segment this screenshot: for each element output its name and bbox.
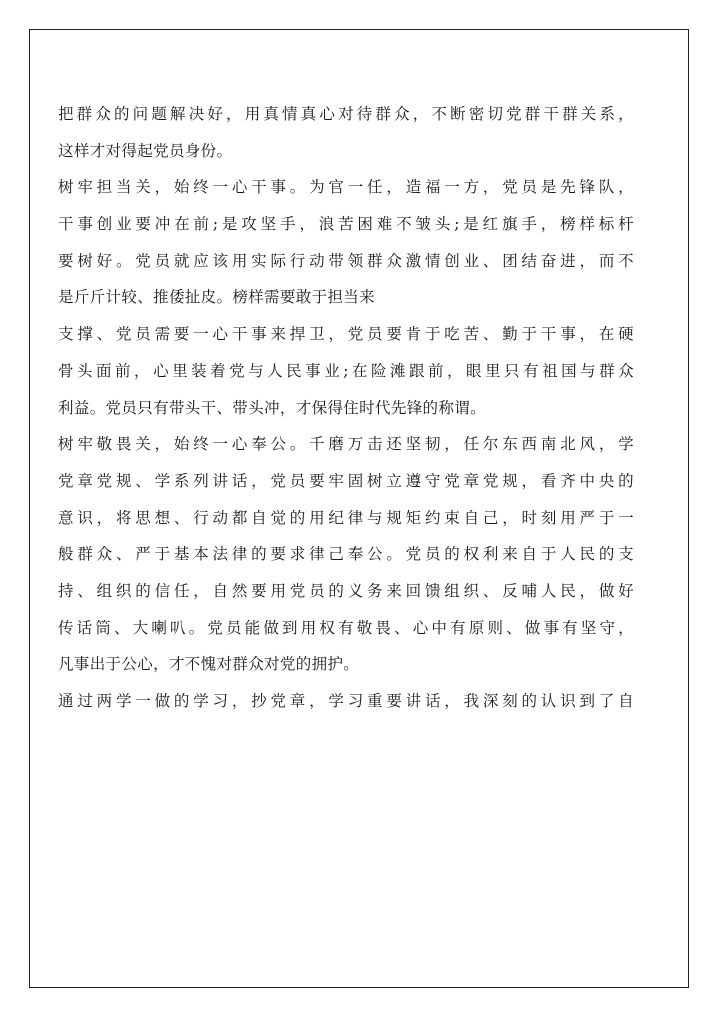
text-line-10: 树牢敬畏关，始终一心奉公。千磨万击还坚韧，任尔东西南北风，学 xyxy=(58,435,634,454)
text-line-11: 党章党规、学系列讲话，党员要牢固树立遵守党章党规，看齐中央的 xyxy=(58,471,634,490)
text-line-8: 骨头面前，心里装着党与人民事业;在险滩跟前，眼里只有祖国与群众 xyxy=(58,361,634,380)
text-line-13: 般群众、严于基本法律的要求律己奉公。党员的权利来自于人民的支 xyxy=(58,545,634,564)
text-line-1: 把群众的问题解决好，用真情真心对待群众，不断密切党群干群关系， xyxy=(58,105,634,123)
text-line-6: 是斤斤计较、推倭扯皮。榜样需要敢于担当来 xyxy=(58,288,376,307)
text-line-16: 凡事出于公心，才不愧对群众对党的拥护。 xyxy=(58,655,360,674)
text-line-3: 树牢担当关，始终一心干事。为官一任，造福一方，党员是先锋队， xyxy=(58,178,634,197)
document-body xyxy=(58,96,634,720)
text-line-5: 要树好。党员就应该用实际行动带领群众激情创业、团结奋进，而不 xyxy=(58,251,634,270)
text-line-2: 这样才对得起党员身份。 xyxy=(58,141,233,160)
text-line-17: 通过两学一做的学习，抄党章，学习重要讲话，我深刻的认识到了自 xyxy=(58,692,634,710)
text-line-15: 传话筒、大喇叭。党员能做到用权有敬畏、心中有原则、做事有坚守， xyxy=(58,618,634,637)
text-line-9: 利益。党员只有带头干、带头冲，才保得住时代先锋的称谓。 xyxy=(58,398,486,417)
text-line-12: 意识，将思想、行动都自觉的用纪律与规矩约束自己，时刻用严于一 xyxy=(58,508,634,527)
text-line-4: 干事创业要冲在前;是攻坚手，浪苦困难不皱头;是红旗手，榜样标杆 xyxy=(58,215,634,234)
text-line-14: 持、组织的信任，自然要用党员的义务来回馈组织、反哺人民，做好 xyxy=(58,581,634,600)
text-line-7: 支撑、党员需要一心干事来捍卫，党员要肯于吃苦、勤于干事，在硬 xyxy=(58,325,634,344)
